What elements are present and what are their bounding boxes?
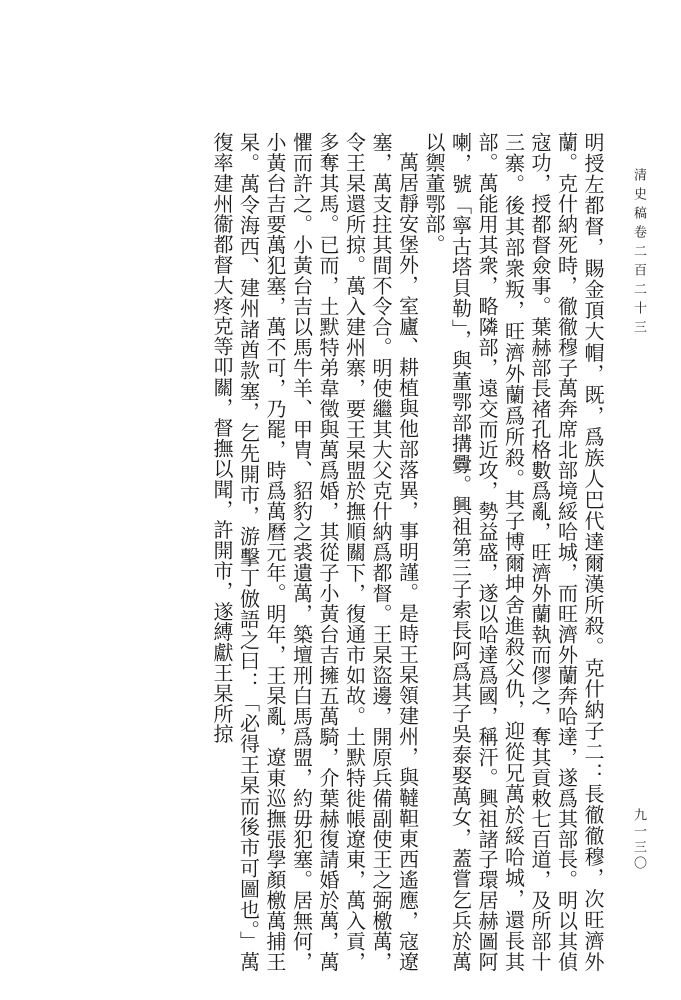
page-number: 九一三〇 bbox=[631, 808, 646, 872]
paragraph-2-text: 萬居靜安堡外，室廬、耕植與他部落異，事明謹。是時王杲領建州，與韃靼東西遙應，寇遼塞，萬支拄其間不令合。明使繼其大父克什納爲都督。王杲盜邊，開原兵備副使王之弼檄萬，令王杲還所掠。萬入建州寨，要王杲盟於撫順關下，復通市如故。土默特徙帳遼東，萬入貢，多奪其馬。已而，土默特弟韋徵與萬爲婚，其從子小黃台吉擁五萬騎，介葉赫復請婚於萬，萬懼而許之。小黃台吉以馬牛羊、甲胄、貂豹之裘遺萬，築壇刑白馬爲盟，約毋犯塞。居無何，小黃台吉要萬犯塞，萬不可，乃罷，時爲萬曆元年。明年，王杲亂，遼東巡撫張學顏檄萬捕王杲。萬令海西、建州諸酋款塞，乞先開市，游擊丁倣語之曰：「必得王杲而後市可圖也。」萬復率建州衞都督大疼克等叩關，督撫以聞，許開市，遂縛獻王杲所掠 bbox=[210, 132, 420, 972]
paragraph-1-text: 明授左都督，賜金頂大帽，既，爲族人巴代達爾漢所殺。克什納子二：長徹徹穆，次旺濟外蘭。克什納死時，徹徹穆子萬奔席北部境綏哈城，而旺濟外蘭奔哈達，遂爲其部長。明以其偵寇功，授都督僉事。葉赫部長褚孔格數爲亂，旺濟外蘭執而僇之，奪其貢敕七百道，及所部十三寨。後其部衆叛，旺濟外蘭爲所殺。其子博爾坤舍進殺父仇，迎從兄萬於綏哈城，還長其部。萬能用其衆，略隣部，遠交而近攻，勢益盛，遂以哈達爲國，稱汗。興祖諸子環居赫圖阿喇，號「寧古塔貝勒」，與董鄂部搆釁。興祖第三子索長阿爲其子吳泰娶萬女，蓋嘗乞兵於萬以禦董鄂部。 bbox=[422, 132, 605, 972]
paragraph-2 bbox=[209, 132, 421, 972]
main-text bbox=[46, 132, 606, 972]
paragraph-1 bbox=[421, 132, 607, 972]
running-header: 清史稿卷二百二十三 bbox=[631, 168, 646, 339]
